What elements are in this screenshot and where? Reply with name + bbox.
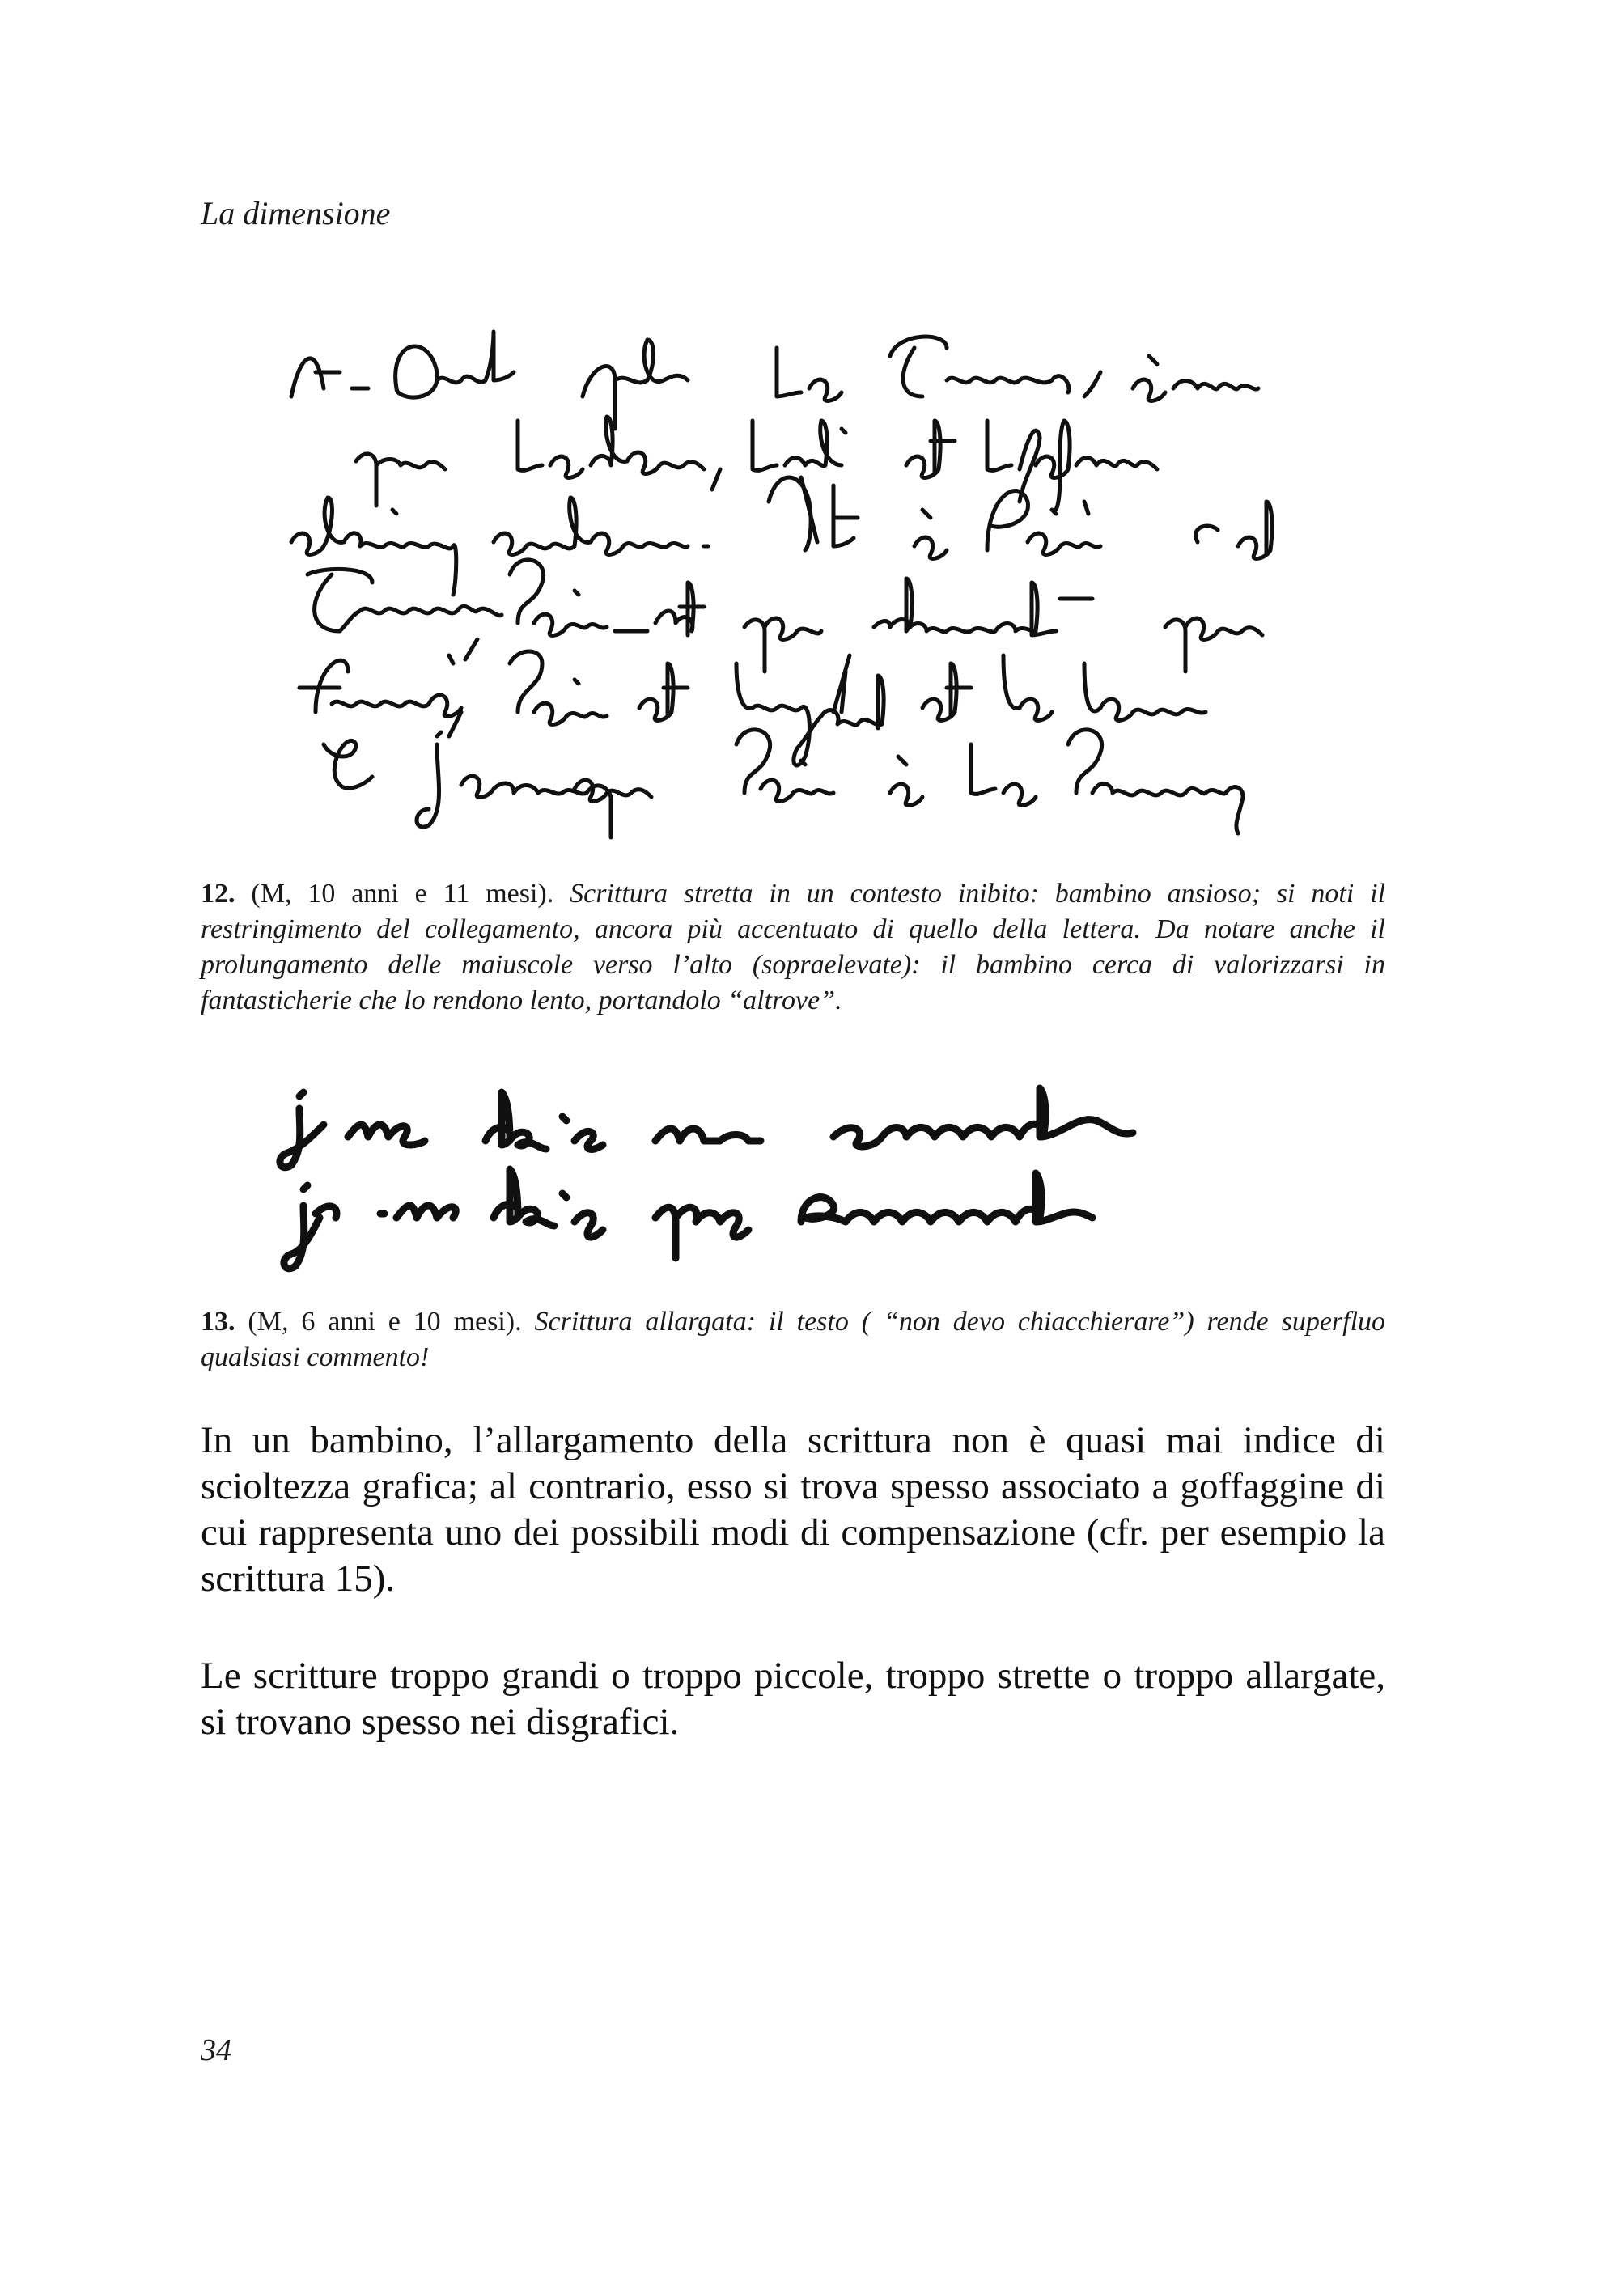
handwriting-line (291, 332, 1258, 429)
handwriting-line (280, 1088, 1133, 1168)
handwriting-sample-12 (275, 307, 1295, 825)
handwriting-line (284, 1169, 1092, 1269)
handwriting-line (356, 417, 1157, 510)
body-paragraph: Le scritture troppo grandi o troppo piccole, troppo strette o troppo allargate, si trovano spesso nei disgrafici. (201, 1655, 1385, 1743)
figure-13-caption (201, 1304, 1385, 1375)
caption-number: 12. (201, 879, 235, 909)
running-header: La dimensione (201, 195, 391, 231)
caption-subject-info: (M, 10 anni e 11 mesi). (251, 879, 554, 909)
handwriting-line (291, 477, 1272, 595)
caption-number: 13. (201, 1307, 235, 1337)
handwriting-sample-13 (283, 1084, 1303, 1270)
caption-description: Scrittura allargata: il testo ( “non devo chiacchierare”) rende superfluo qualsiasi commento! (201, 1307, 1386, 1372)
caption-subject-info: (M, 6 anni e 10 mesi). (248, 1307, 522, 1337)
body-paragraph: In un bambino, l’allargamento della scrittura non è quasi mai indice di scioltezza grafica; al contrario, esso si trova spesso associato a goffaggine di cui rappresenta uno dei possibili modi di compensazione (cfr. per esempio la scrittura 15). (201, 1419, 1385, 1600)
figure-12-caption (201, 876, 1385, 1019)
caption-description: Scrittura stretta in un contesto inibito: bambino ansioso; si noti il restringimento del collegamento, ancora più accentuato di quello della lettera. Da notare anche il prolungamento delle maiuscole verso l’alto (sopraelevate): il bambino cerca di valorizzarsi in fantasticherie che lo rendono lento, portandolo “altrove”. (201, 879, 1386, 1015)
handwriting-line (324, 730, 1243, 837)
page-number: 34 (201, 2033, 231, 2067)
